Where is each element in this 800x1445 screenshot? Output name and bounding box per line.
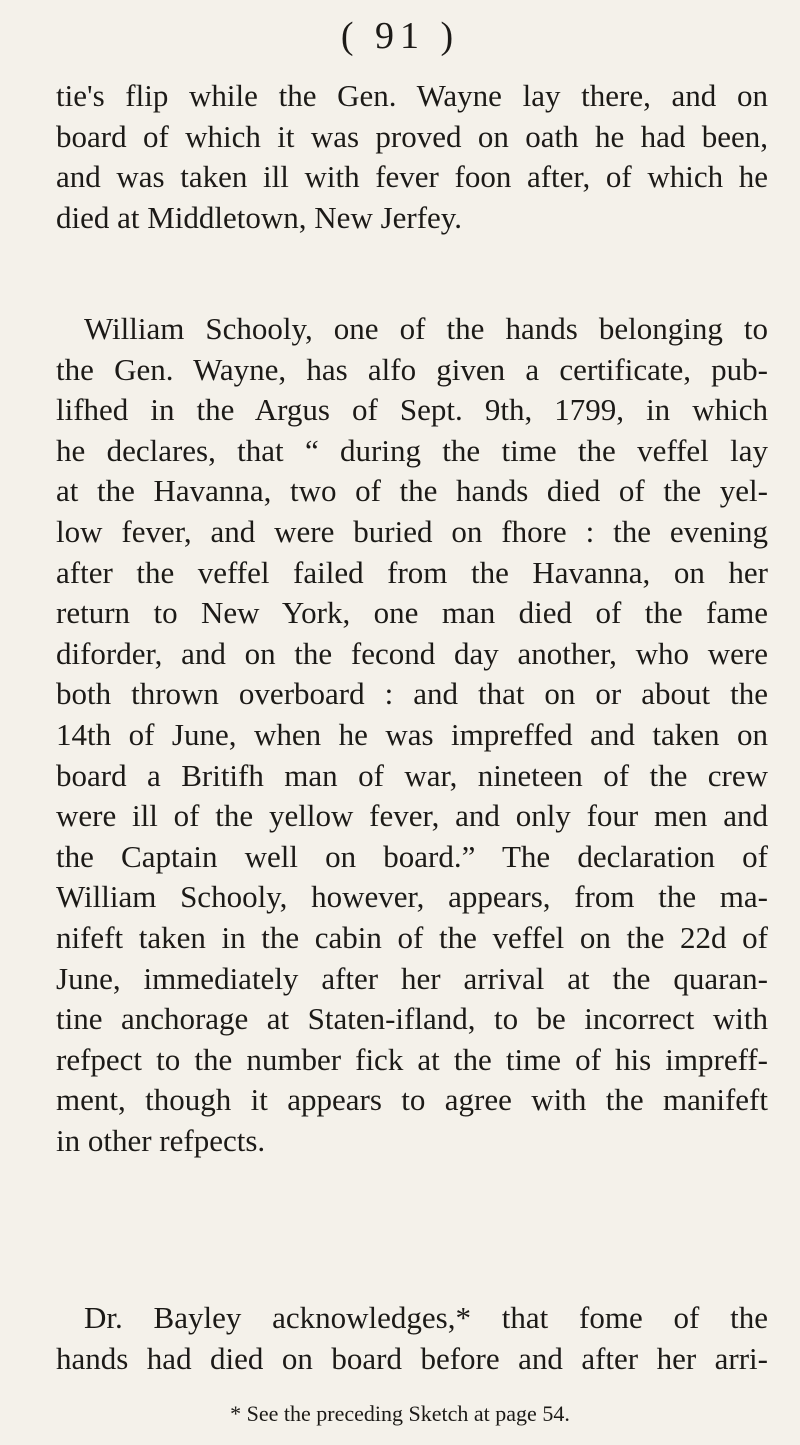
- paragraph-1: [56, 76, 768, 238]
- text-line: in other refpects.: [56, 1122, 266, 1158]
- text-line: William Schooly, however, appears, from the ma-: [56, 879, 768, 915]
- text-line: ment, though it appears to agree with the manifeft: [56, 1082, 768, 1118]
- text-line: lifhed in the Argus of Sept. 9th, 1799, in which: [56, 392, 768, 428]
- text-line: after the veffel failed from the Havanna, on her: [56, 554, 768, 590]
- text-line: Dr. Bayley acknowledges,* that fome of the: [84, 1300, 768, 1335]
- text-line: William Schooly, one of the hands belonging to: [84, 311, 768, 346]
- text-line: the Gen. Wayne, has alfo given a certificate, pub-: [56, 351, 768, 387]
- page-number: ( 91 ): [340, 15, 460, 57]
- text-line: died at Middletown, New Jerfey.: [56, 199, 463, 235]
- text-line: board a Britifh man of war, nineteen of the crew: [56, 757, 768, 793]
- text-line: he declares, that “ during the time the veffel lay: [56, 432, 768, 468]
- footnote: * See the preceding Sketch at page 54.: [230, 1401, 570, 1426]
- text-line: board of which it was proved on oath he had been,: [56, 118, 768, 154]
- text-line: were ill of the yellow fever, and only four men and: [56, 798, 768, 834]
- text-line: 14th of June, when he was impreffed and taken on: [56, 716, 768, 752]
- text-line: refpect to the number fick at the time of his impreff-: [56, 1041, 768, 1077]
- text-line: and was taken ill with fever foon after, of which he: [56, 159, 768, 195]
- text-line: the Captain well on board.” The declaration of: [56, 838, 768, 874]
- paragraph-2: [56, 309, 768, 1161]
- text-line: both thrown overboard : and that on or about the: [56, 676, 768, 712]
- text-line: tine anchorage at Staten-ifland, to be incorrect with: [56, 1001, 768, 1037]
- paragraph-3: [56, 1298, 768, 1379]
- text-line: return to New York, one man died of the fame: [56, 595, 768, 631]
- text-line: hands had died on board before and after her arri-: [56, 1340, 768, 1376]
- text-line: at the Havanna, two of the hands died of the yel-: [56, 473, 768, 509]
- text-line: tie's flip while the Gen. Wayne lay there, and on: [56, 78, 768, 113]
- text-line: June, immediately after her arrival at the quaran-: [56, 960, 768, 996]
- text-line: nifeft taken in the cabin of the veffel on the 22d of: [56, 919, 768, 955]
- text-line: diforder, and on the fecond day another, who were: [56, 635, 768, 671]
- text-line: low fever, and were buried on fhore : the evening: [56, 513, 768, 549]
